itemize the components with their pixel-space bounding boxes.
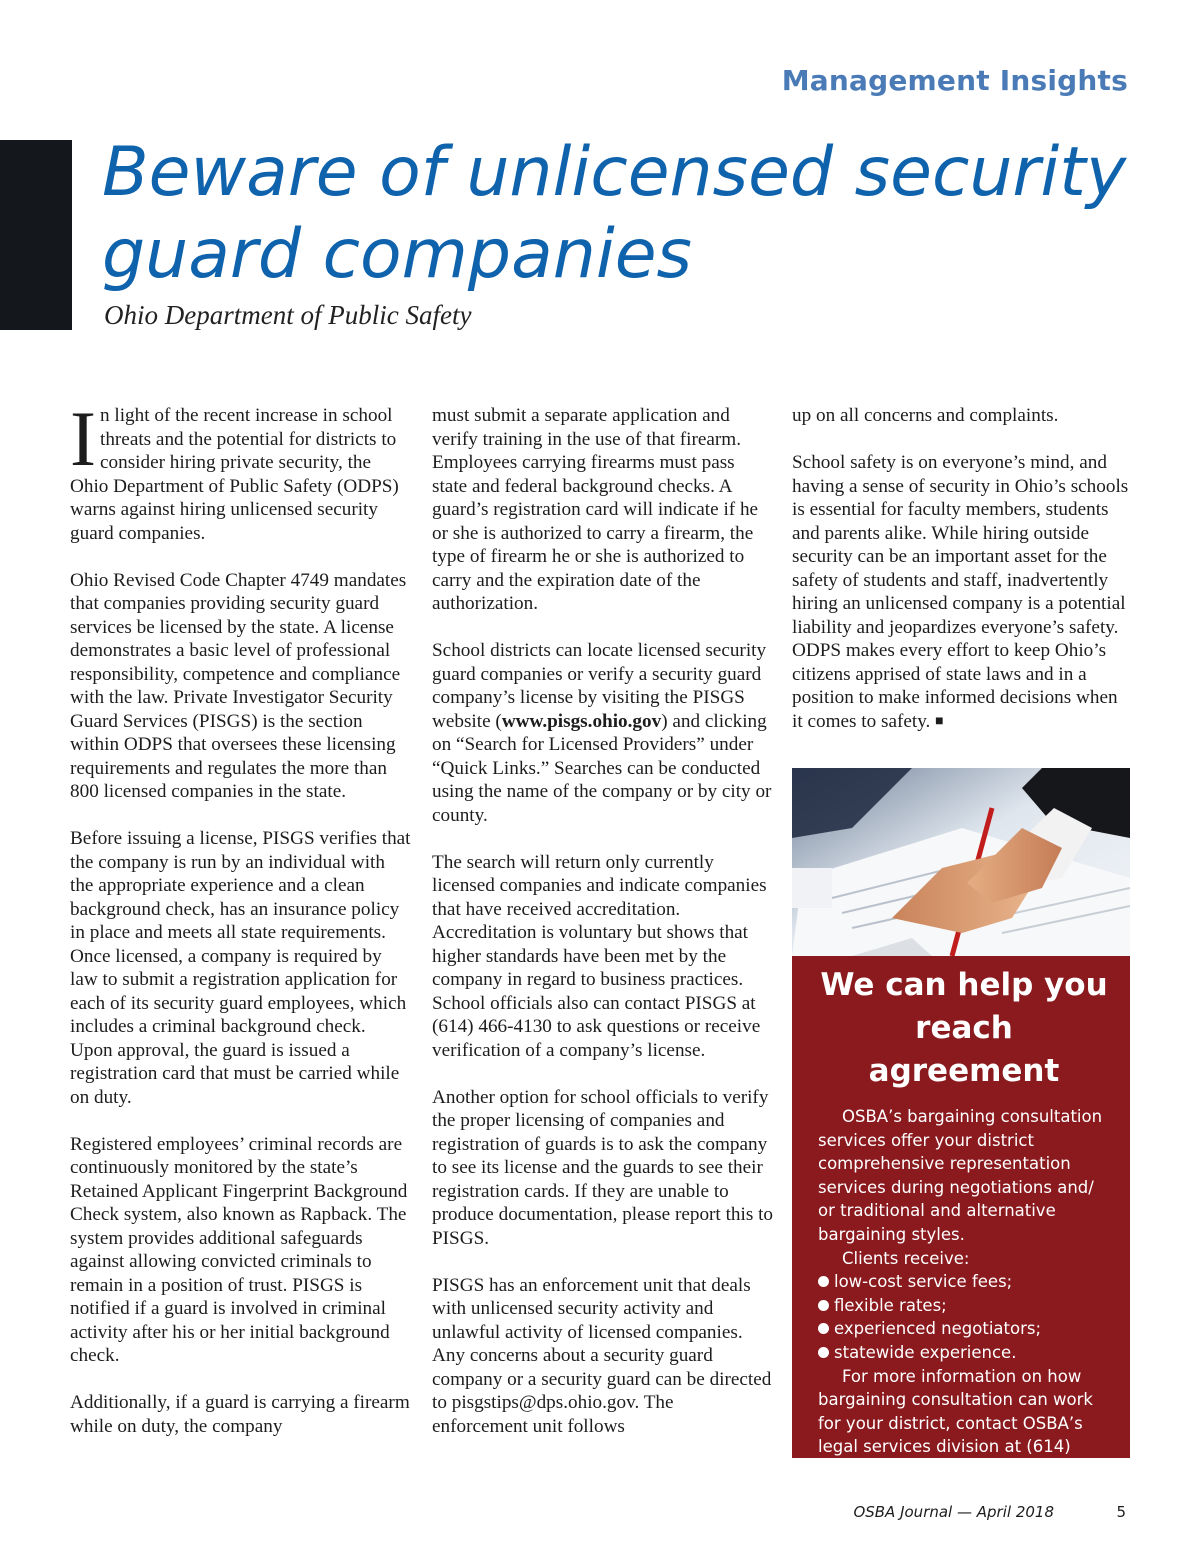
- article-byline: Ohio Department of Public Safety: [104, 300, 472, 330]
- ad-benefits-list: [818, 1270, 1110, 1364]
- ad-title-line-1: We can help you: [820, 967, 1108, 1003]
- paragraph-search-results: The search will return only currently licensed companies and indicate companies that have received accreditation. Accreditation is voluntary but shows that higher standards have been met by the company in regard to business practices. School officials also can contact PISGS at (614) 466-4130 to ask questions or receive verification of a company’s license.: [432, 851, 767, 1061]
- end-of-article-mark: ■: [935, 713, 944, 729]
- paragraph-locate-companies: [432, 639, 774, 827]
- paragraph-licensing-law: Ohio Revised Code Chapter 4749 mandates that companies providing security guard services be licensed by the state. A license demonstrates a basic level of professional responsibility, competence and compliance with the law. Private Investigator Security Guard Services (PISGS) is the section within ODPS that oversees these licensing requirements and regulates the more than 800 licensed companies in the state.: [70, 569, 407, 802]
- bullet-icon: [818, 1276, 829, 1287]
- paragraph-enforcement-start: PISGS has an enforcement unit that deals with unlicensed security activity and unlawful activity of licensed companies. Any concerns about a security guard company or a security guard can be directed to pisgstips@dps.ohio.gov. The enforcement unit follows: [432, 1274, 772, 1437]
- paragraph-license-requirements: Before issuing a license, PISGS verifies that the company is run by an individual with the appropriate experience and a clean background check, has an insurance policy in place and meets all state requirements. Once licensed, a company is required by law to submit a registration application for each of its security guard employees, which includes a criminal background check. Upon approval, the guard is issued a registration card that must be carried while on duty.: [70, 828, 411, 1108]
- section-label: Management Insights: [781, 64, 1128, 97]
- handshake-photo: [792, 768, 1130, 956]
- paragraph-enforcement-continued: up on all concerns and complaints.: [792, 405, 1059, 426]
- article-title: Beware of unlicensed security guard companies: [102, 133, 1127, 294]
- list-item: [818, 1341, 1110, 1365]
- bullet-icon: [818, 1300, 829, 1311]
- article-column-2: [432, 404, 774, 1462]
- bullet-text: low-cost service fees;: [834, 1272, 1013, 1292]
- bullet-icon: [818, 1347, 829, 1358]
- ad-intro: OSBA’s bargaining consultation services offer your district comprehensive representation services during negotiations and/ or traditional and alternative bargaining styles.: [818, 1107, 1103, 1244]
- osba-ad-box: [792, 956, 1130, 1480]
- bullet-text: experienced negotiators;: [834, 1319, 1042, 1339]
- drop-cap: I: [70, 395, 96, 482]
- bullet-text: flexible rates;: [834, 1295, 947, 1315]
- ad-clients-label: Clients receive:: [842, 1248, 970, 1268]
- ad-contact-info: For more information on how bargaining consultation can work for your district, contact OSBA’s legal services division at (614) 540-4000 or (800) 589-OSBA.: [818, 1366, 1093, 1480]
- paragraph-rapback: Registered employees’ criminal records are continuously monitored by the state’s Retained Applicant Fingerprint Background Check system, also known as Rapback. The system provides additional safeguards against allowing convicted criminals to remain in a position of trust. PISGS is notified if a guard is involved in criminal activity after his or her initial background check.: [70, 1133, 408, 1366]
- paragraph-verify-option: Another option for school officials to verify the proper licensing of companies and registration of guards is to ask the company to see its license and the guards to see their registration cards. If they are unable to produce documentation, please report this to PISGS.: [432, 1086, 774, 1249]
- paragraph-conclusion: [792, 451, 1132, 733]
- bullet-text: statewide experience.: [834, 1342, 1017, 1362]
- ad-title: [818, 964, 1110, 1093]
- article-column-1: [70, 395, 412, 1462]
- paragraph-locate-text-b: ) and clicking on “Search for Licensed Providers” under “Quick Links.” Searches can be conducted using the name of the company or by city or county.: [432, 710, 772, 826]
- page-number: 5: [1116, 1503, 1126, 1521]
- list-item: [818, 1294, 1110, 1318]
- list-item: [818, 1317, 1110, 1341]
- ad-title-line-2: reach agreement: [868, 1010, 1060, 1089]
- article-column-3: [792, 404, 1132, 757]
- paragraph-locate-text-a: School districts can locate licensed security guard companies or verify a security guard company’s license by visiting the PISGS website (: [432, 640, 767, 732]
- ad-body: [818, 1105, 1110, 1483]
- paragraph-intro-text: n light of the recent increase in school threats and the potential for districts to consider hiring private security, the Ohio Department of Public Safety (ODPS) warns against hiring unlicensed security guard companies.: [70, 405, 399, 544]
- paragraph-intro: [70, 395, 412, 545]
- paragraph-conclusion-text: School safety is on everyone’s mind, and having a sense of security in Ohio’s schools is essential for faculty members, students and parents alike. While hiring outside security can be an important asset for the safety of students and staff, inadvertently hiring an unlicensed company is a potential liability and jeopardizes everyone’s safety. ODPS makes every effort to keep Ohio’s citizens apprised of state laws and in a position to make informed decisions when it comes to safety.: [792, 452, 1129, 732]
- list-item: [818, 1270, 1110, 1294]
- bullet-icon: [818, 1323, 829, 1334]
- pisgs-website-link[interactable]: www.pisgs.ohio.gov: [501, 710, 662, 732]
- paragraph-firearm-continued: must submit a separate application and verify training in the use of that firearm. Employees carrying firearms must pass state and federal background checks. A guard’s registration card will indicate if he or she is authorized to carry a firearm, the type of firearm he or she is authorized to carry and the expiration date of the authorization.: [432, 405, 759, 614]
- footer-journal-issue: OSBA Journal — April 2018: [853, 1503, 1054, 1521]
- paragraph-firearm-start: Additionally, if a guard is carrying a firearm while on duty, the company: [70, 1392, 410, 1437]
- side-accent-bar: [0, 140, 72, 330]
